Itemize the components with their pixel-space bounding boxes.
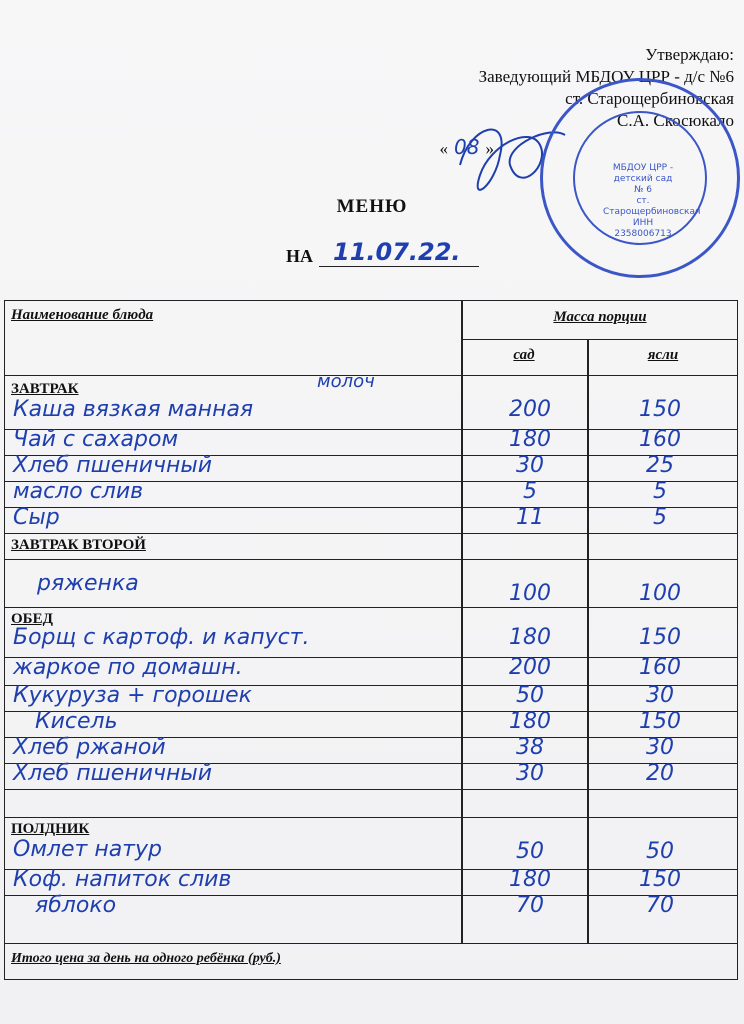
garden-value: 50	[516, 683, 544, 708]
nursery-value: 70	[646, 893, 674, 918]
garden-value: 180	[509, 625, 551, 650]
dish-row: масло слив	[13, 479, 144, 504]
dish-row: яблоко	[35, 893, 117, 918]
section-second-breakfast: ЗАВТРАК ВТОРОЙ	[11, 537, 146, 553]
dish-row: ряженка	[37, 571, 139, 596]
dish-row: Каша вязкая манная	[13, 397, 254, 422]
garden-value: 100	[509, 581, 551, 606]
dish-row: Борщ с картоф. и капуст.	[13, 625, 310, 650]
dish-row: Хлеб пшеничный	[13, 761, 213, 786]
section-afternoon-snack: ПОЛДНИК	[11, 821, 90, 837]
row-line	[5, 817, 737, 818]
row-line	[5, 943, 737, 944]
column-divider-1	[461, 301, 463, 943]
dish-row: Сыр	[13, 505, 60, 530]
quote-open: «	[439, 139, 449, 158]
dish-row: Хлеб пшеничный	[13, 453, 213, 478]
section-breakfast: ЗАВТРАК	[11, 381, 79, 397]
nursery-value: 150	[639, 867, 681, 892]
approval-line-2: Заведующий МБДОУ ЦРР - д/с №6	[478, 67, 734, 86]
dish-row: Коф. напиток слив	[13, 867, 232, 892]
nursery-value: 30	[646, 735, 674, 760]
nursery-value: 5	[653, 505, 667, 530]
nursery-value: 150	[639, 709, 681, 734]
garden-value: 180	[509, 427, 551, 452]
header-dish: Наименование блюда	[11, 307, 154, 323]
seal-line-4: ст. Старощербиновская	[603, 196, 701, 217]
nursery-value: 50	[646, 839, 674, 864]
nursery-value: 20	[646, 761, 674, 786]
approval-line-4: С.А. Скосюкало	[617, 111, 734, 130]
header-nursery: ясли	[647, 347, 679, 363]
row-line	[5, 607, 737, 608]
nursery-value: 160	[639, 427, 681, 452]
row-line	[5, 789, 737, 790]
official-seal-icon	[540, 78, 740, 278]
dish-row: жаркое по домашн.	[13, 655, 243, 680]
menu-date-prefix: НА	[286, 246, 313, 266]
approval-line-3: ст. Старощербиновская	[565, 89, 734, 108]
dish-row: Кисель	[35, 709, 118, 734]
header-portion: Масса порции	[553, 309, 647, 325]
garden-value: 180	[509, 709, 551, 734]
total-price-label: Итого цена за день на одного ребёнка (руб.)	[11, 951, 281, 966]
quote-close: »	[485, 139, 494, 158]
seal-line-3: № 6	[634, 185, 652, 195]
garden-value: 70	[516, 893, 544, 918]
approval-day-handwritten: 08	[454, 135, 480, 159]
menu-date-line	[319, 238, 479, 267]
menu-date-value: 11.07.22.	[333, 238, 461, 266]
garden-value: 30	[516, 453, 544, 478]
row-line	[5, 533, 737, 534]
header-garden: сад	[513, 347, 535, 363]
seal-inn: ИНН 2358006713	[614, 218, 672, 239]
dish-row: Хлеб ржаной	[13, 735, 166, 760]
nursery-value: 150	[639, 397, 681, 422]
garden-value: 200	[509, 397, 551, 422]
seal-line-1: МБДОУ ЦРР -	[612, 163, 674, 173]
garden-value: 38	[516, 735, 544, 760]
garden-value: 180	[509, 867, 551, 892]
garden-value: 30	[516, 761, 544, 786]
garden-value: 5	[523, 479, 537, 504]
dish-row: Омлет натур	[13, 837, 162, 862]
nursery-value: 30	[646, 683, 674, 708]
garden-value: 200	[509, 655, 551, 680]
dish-row: Чай с сахаром	[13, 427, 179, 452]
dish-row: Кукуруза + горошек	[13, 683, 252, 708]
garden-value: 11	[516, 505, 544, 530]
menu-date	[286, 238, 479, 267]
nursery-value: 150	[639, 625, 681, 650]
page-title: МЕНЮ	[336, 196, 408, 217]
nursery-value: 5	[653, 479, 667, 504]
header-split-line	[461, 339, 737, 340]
breakfast-note: молоч	[317, 371, 375, 392]
seal-line-2: детский сад	[613, 174, 673, 184]
approval-line-1: Утверждаю:	[645, 45, 734, 64]
section-lunch: ОБЕД	[11, 611, 53, 627]
garden-value: 50	[516, 839, 544, 864]
nursery-value: 100	[639, 581, 681, 606]
nursery-value: 160	[639, 655, 681, 680]
row-line	[5, 559, 737, 560]
menu-table	[4, 300, 738, 980]
nursery-value: 25	[646, 453, 674, 478]
